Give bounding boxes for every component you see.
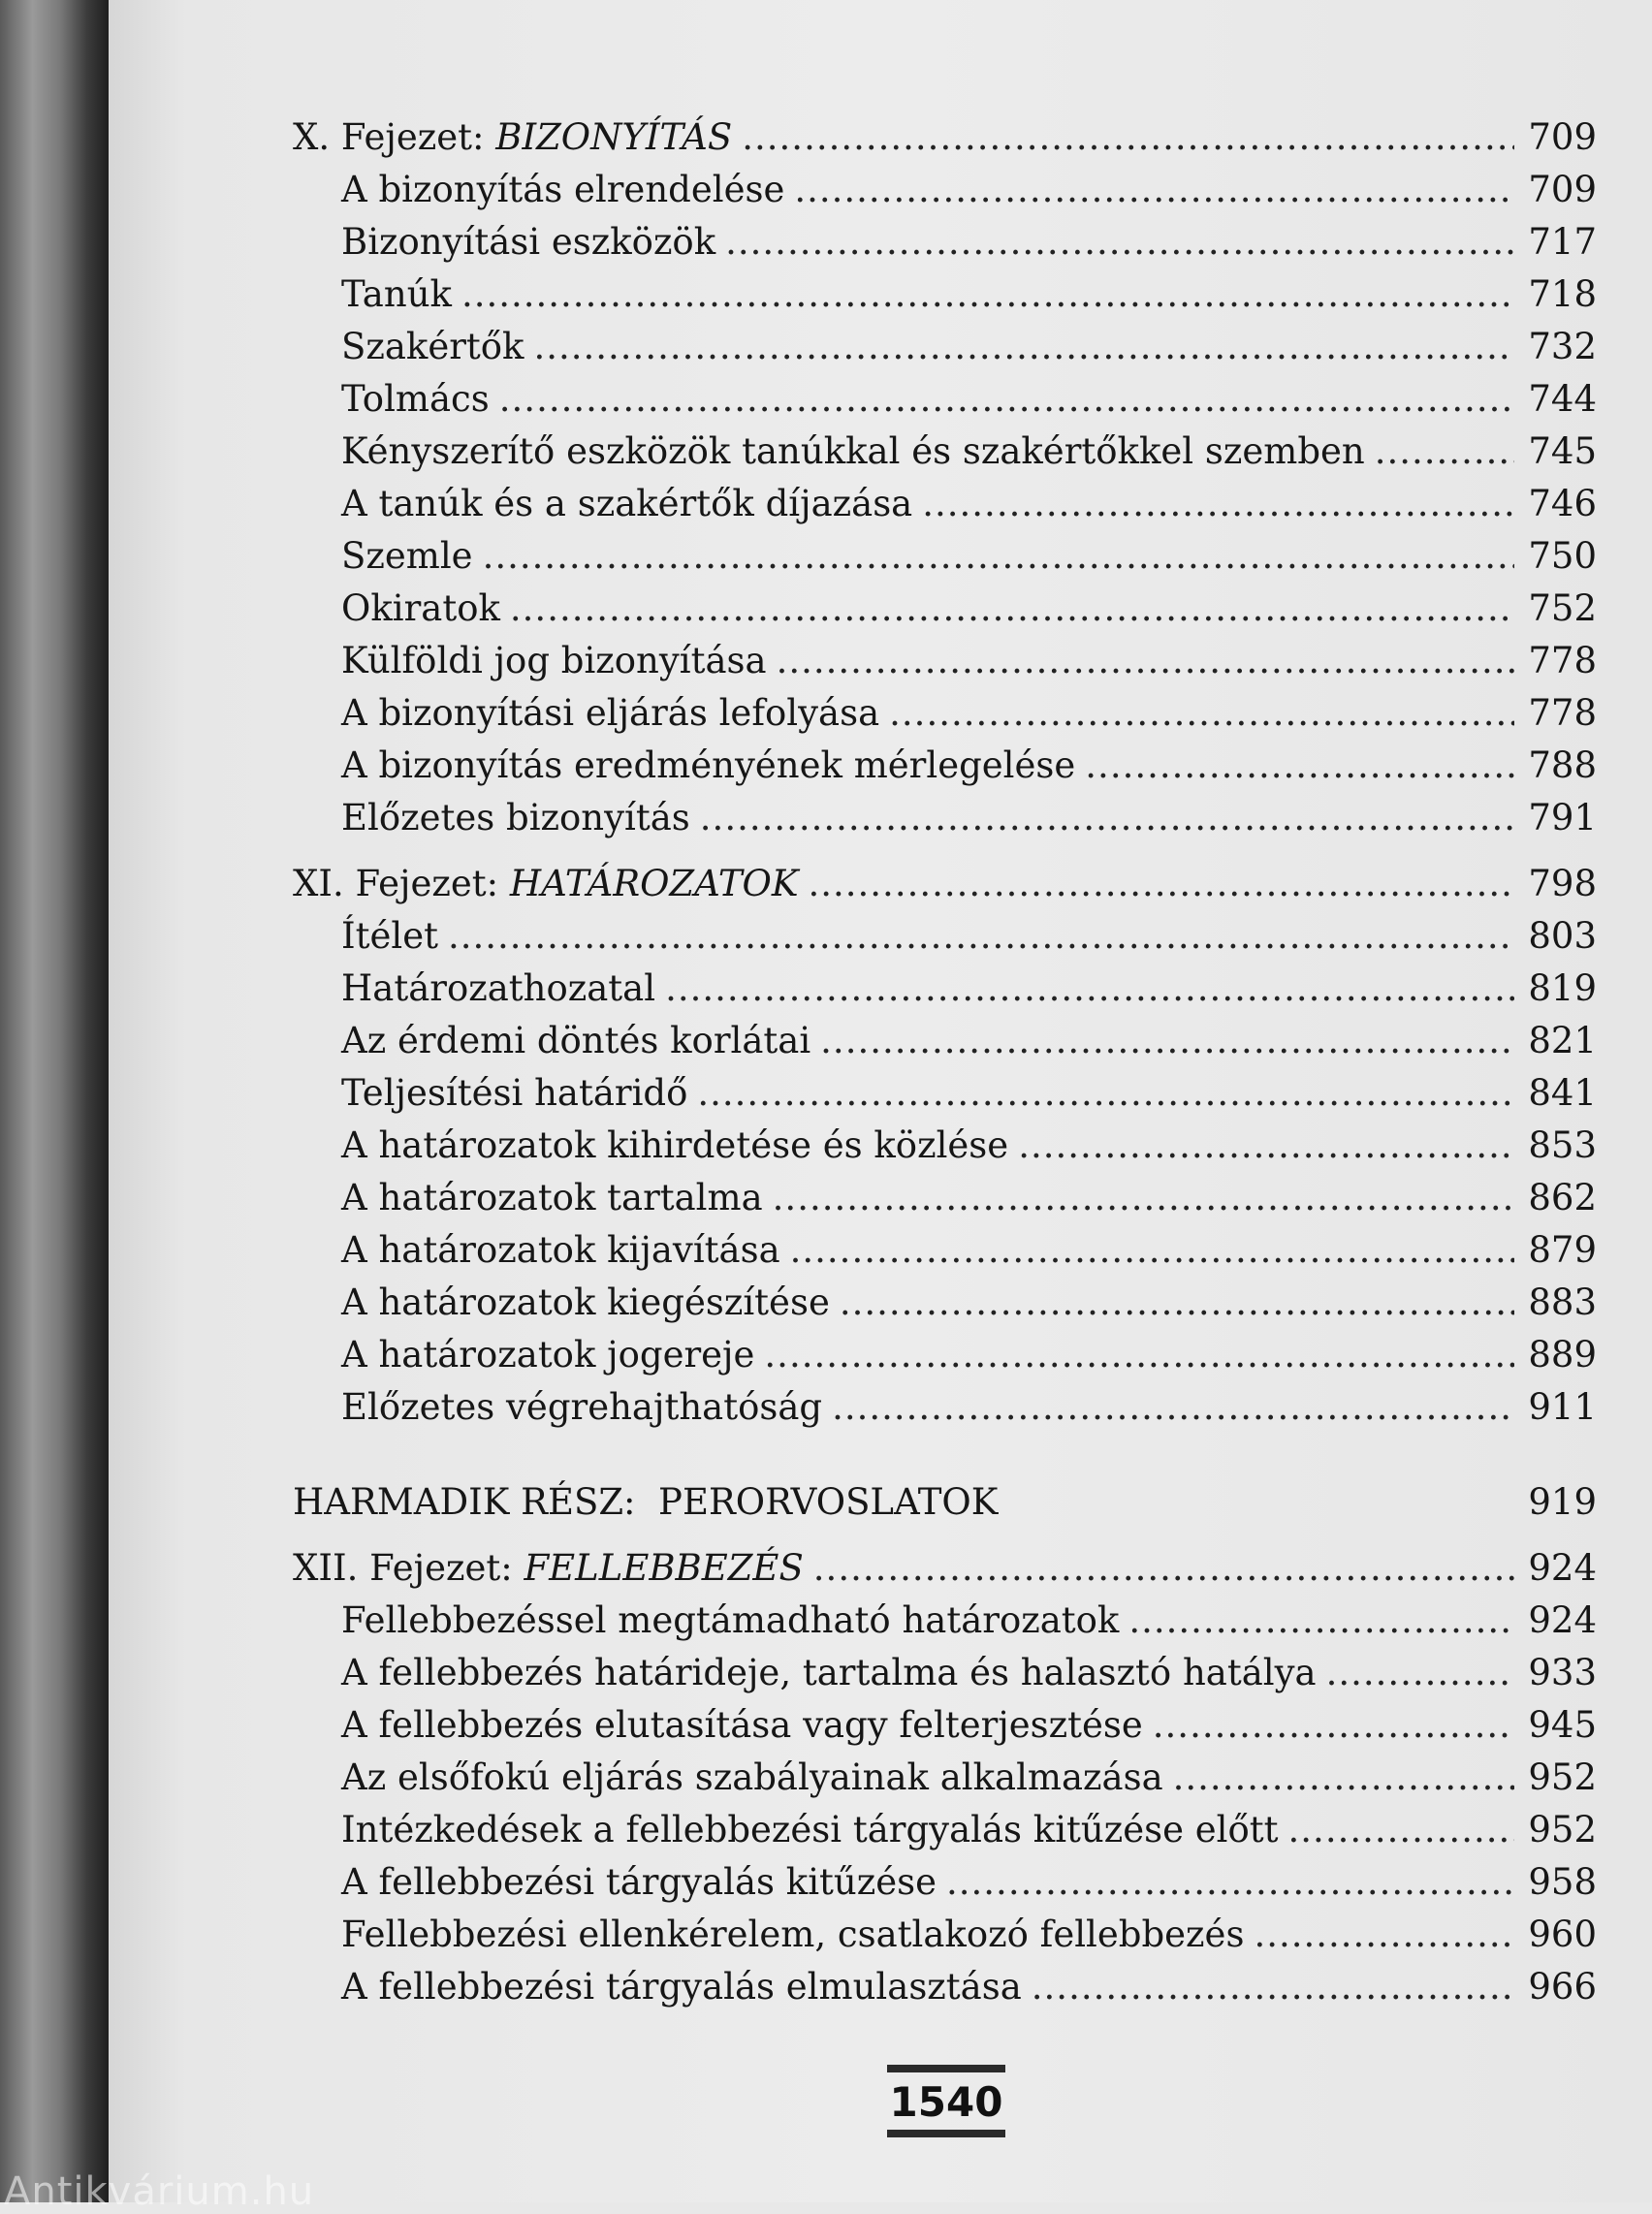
leader-dots [832, 1381, 1514, 1434]
leader-dots [1085, 740, 1514, 792]
leader-dots [742, 111, 1514, 164]
leader-dots [1375, 426, 1515, 478]
toc-entry [293, 1909, 1597, 1961]
page-ref: 889 [1528, 1334, 1597, 1376]
leader-dots [461, 269, 1514, 321]
leader-dots [499, 373, 1515, 426]
entry-title: Teljesítési határidő [341, 1072, 688, 1114]
leader-dots [725, 216, 1514, 269]
leader-dots [813, 1542, 1515, 1595]
leader-dots [448, 910, 1514, 963]
toc-entry [293, 269, 1597, 321]
entry-title: A fellebbezés határideje, tartalma és halasztó hatálya [341, 1652, 1317, 1693]
page-ref: 958 [1528, 1861, 1597, 1903]
toc-entry [293, 1172, 1597, 1224]
toc-chapter: XII. Fejezet: FELLEBBEZÉS ..... 924 [293, 1542, 1597, 1595]
entry-title: Előzetes végrehajthatóság [341, 1386, 823, 1428]
entry-title: Intézkedések a fellebbezési tárgyalás kitűzése előtt [341, 1809, 1279, 1850]
watermark: Antikvárium.hu [4, 2169, 315, 2214]
leader-dots [922, 478, 1514, 530]
page-ref: 883 [1528, 1281, 1597, 1323]
toc-chapter: XI. Fejezet: HATÁROZATOK ..... 798 [293, 858, 1597, 910]
leader-dots [1173, 1752, 1515, 1804]
chapter-title: BIZONYÍTÁS [495, 116, 733, 158]
leader-dots [820, 1015, 1514, 1067]
entry-title: Határozathozatal [341, 967, 656, 1009]
entry-title: A tanúk és a szakértők díjazása [341, 483, 913, 524]
entry-title: Az elsőfokú eljárás szabályainak alkalmazása [341, 1756, 1163, 1798]
entry-title: Külföldi jog bizonyítása [341, 640, 767, 681]
leader-dots [533, 321, 1514, 373]
toc-entry [293, 1381, 1597, 1434]
entry-title: Fellebbezéssel megtámadható határozatok [341, 1599, 1120, 1641]
toc-entry [293, 963, 1597, 1015]
page-ref: 841 [1528, 1072, 1597, 1114]
page-ref: 752 [1528, 587, 1597, 629]
page-ref: 960 [1528, 1914, 1597, 1955]
page-number-rule [887, 2130, 1005, 2137]
page-ref: 744 [1528, 378, 1597, 420]
page-ref: 791 [1528, 797, 1597, 838]
entry-title: Fellebbezési ellenkérelem, csatlakozó fellebbezés [341, 1914, 1245, 1955]
leader-dots [946, 1856, 1514, 1909]
entry-title: Előzetes bizonyítás [341, 797, 690, 838]
leader-dots [665, 963, 1514, 1015]
page-ref: 709 [1528, 116, 1597, 158]
leader-dots [1018, 1120, 1514, 1172]
page-ref: 924 [1528, 1599, 1597, 1641]
toc-entry [293, 1699, 1597, 1752]
toc-entry [293, 792, 1597, 844]
entry-title: A bizonyítás eredményének mérlegelése [341, 744, 1076, 786]
entry-title: A bizonyítási eljárás lefolyása [341, 692, 880, 734]
entry-title: Ítélet [341, 915, 438, 957]
leader-dots [773, 1172, 1515, 1224]
leader-dots [1153, 1699, 1515, 1752]
page-ref: 717 [1528, 221, 1597, 263]
entry-title: Az érdemi döntés korlátai [341, 1020, 811, 1061]
toc-entry [293, 1277, 1597, 1329]
page-ref: 933 [1528, 1652, 1597, 1693]
page-ref: 821 [1528, 1020, 1597, 1061]
entry-title: A határozatok tartalma [341, 1177, 763, 1218]
toc-entry [293, 1647, 1597, 1699]
page-ref: 798 [1528, 863, 1597, 904]
table-of-contents [293, 111, 1597, 2013]
toc-entry [293, 687, 1597, 740]
leader-dots [510, 583, 1514, 635]
part-title: HARMADIK RÉSZ: PERORVOSLATOK [293, 1481, 999, 1523]
toc-entry [293, 164, 1597, 216]
toc-entry [293, 583, 1597, 635]
page-ref: 778 [1528, 640, 1597, 681]
page-ref: 718 [1528, 273, 1597, 315]
page-ref: 746 [1528, 483, 1597, 524]
page-number-rule [887, 2065, 1005, 2072]
leader-dots [1326, 1647, 1515, 1699]
entry-title: Szemle [341, 535, 473, 577]
toc-part [293, 1476, 1597, 1529]
leader-dots [483, 530, 1515, 583]
page-ref: 966 [1528, 1966, 1597, 2008]
entry-title: A határozatok kihirdetése és közlése [341, 1124, 1009, 1166]
leader-dots [777, 635, 1515, 687]
leader-dots [1288, 1804, 1515, 1856]
entry-title: Okiratok [341, 587, 500, 629]
toc-entry [293, 426, 1597, 478]
leader-dots [840, 1277, 1515, 1329]
page-ref: 952 [1528, 1809, 1597, 1850]
page-ref: 788 [1528, 744, 1597, 786]
page-number-text: 1540 [889, 2078, 1003, 2126]
page-ref: 945 [1528, 1704, 1597, 1746]
entry-title: A határozatok kijavítása [341, 1229, 780, 1271]
toc-entry [293, 1961, 1597, 2013]
leader-dots [1254, 1909, 1514, 1961]
leader-dots [790, 1224, 1515, 1277]
toc-entry [293, 1856, 1597, 1909]
entry-title: Tanúk [341, 273, 452, 315]
toc-entry [293, 1120, 1597, 1172]
page-ref: 952 [1528, 1756, 1597, 1798]
entry-title: A bizonyítás elrendelése [341, 169, 785, 210]
page-ref: 819 [1528, 967, 1597, 1009]
leader-dots [700, 792, 1515, 844]
page-ref: 803 [1528, 915, 1597, 957]
page-ref: 879 [1528, 1229, 1597, 1271]
toc-entry [293, 1329, 1597, 1381]
leader-dots [1128, 1595, 1514, 1647]
toc-entry [293, 1015, 1597, 1067]
leader-dots [889, 687, 1514, 740]
toc-entry [293, 1067, 1597, 1120]
toc-entry [293, 635, 1597, 687]
toc-entry [293, 478, 1597, 530]
leader-dots [697, 1067, 1514, 1120]
page-ref: 862 [1528, 1177, 1597, 1218]
entry-title: A fellebbezési tárgyalás elmulasztása [341, 1966, 1022, 2008]
page-ref: 924 [1528, 1547, 1597, 1589]
toc-entry [293, 321, 1597, 373]
entry-title: A határozatok jogereje [341, 1334, 755, 1376]
page-ref: 750 [1528, 535, 1597, 577]
leader-dots [808, 858, 1514, 910]
toc-entry [293, 910, 1597, 963]
page-number [887, 2065, 1005, 2137]
page-ref: 911 [1528, 1386, 1597, 1428]
toc-entry [293, 1804, 1597, 1856]
page-ref: 745 [1528, 430, 1597, 472]
leader-dots [794, 164, 1514, 216]
toc-entry [293, 1224, 1597, 1277]
page-ref: 709 [1528, 169, 1597, 210]
toc-chapter: X. Fejezet: BIZONYÍTÁS ..... 709 [293, 111, 1597, 164]
page-ref: 853 [1528, 1124, 1597, 1166]
page-ref: 778 [1528, 692, 1597, 734]
leader-dots [1032, 1961, 1515, 2013]
entry-title: A fellebbezés elutasítása vagy felterjesztése [341, 1704, 1143, 1746]
entry-title: A fellebbezési tárgyalás kitűzése [341, 1861, 937, 1903]
chapter-title: HATÁROZATOK [509, 863, 799, 904]
toc-entry [293, 1752, 1597, 1804]
entry-title: Szakértők [341, 326, 524, 367]
entry-title: A határozatok kiegészítése [341, 1281, 830, 1323]
toc-entry [293, 1595, 1597, 1647]
entry-title: Tolmács [341, 378, 490, 420]
page-ref: 919 [1528, 1481, 1597, 1523]
toc-entry [293, 530, 1597, 583]
book-spine [0, 0, 109, 2202]
leader-dots [764, 1329, 1514, 1381]
entry-title: Kényszerítő eszközök tanúkkal és szakértőkkel szemben [341, 430, 1365, 472]
entry-title: Bizonyítási eszközök [341, 221, 716, 263]
page-ref: 732 [1528, 326, 1597, 367]
chapter-title: FELLEBBEZÉS [524, 1547, 804, 1589]
toc-entry [293, 740, 1597, 792]
toc-entry [293, 216, 1597, 269]
toc-entry [293, 373, 1597, 426]
